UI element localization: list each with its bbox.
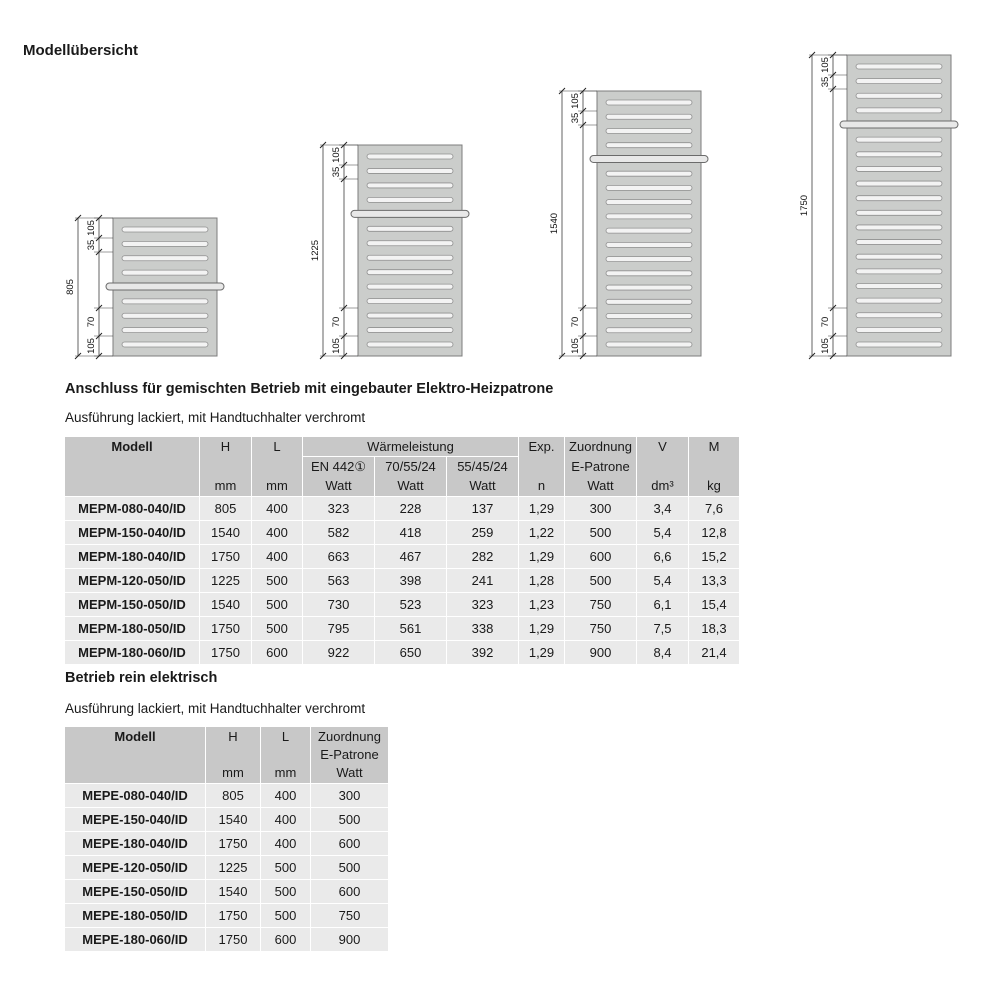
svg-text:70: 70 [820,316,831,328]
value-cell: 21,4 [689,641,739,664]
value-cell: 1,29 [519,617,564,640]
value-cell: 1,28 [519,569,564,592]
value-cell: 392 [447,641,518,664]
svg-text:105: 105 [820,57,831,73]
value-cell: 13,3 [689,569,739,592]
value-cell: 400 [261,808,310,831]
value-cell: 323 [303,497,374,520]
col-header-label: L [273,439,281,454]
col-unit-label: Watt [397,478,424,493]
value-cell: 650 [375,641,446,664]
value-cell: 730 [303,593,374,616]
col-header-label: 70/55/24 [385,459,436,474]
svg-text:105: 105 [570,93,581,109]
value-cell: 1,29 [519,641,564,664]
col-unit-label: mm [274,765,297,780]
svg-text:70: 70 [331,316,342,328]
col-header-705524 [375,457,446,496]
value-cell: 600 [311,880,388,903]
value-cell: 12,8 [689,521,739,544]
value-cell: 600 [565,545,636,568]
page-title: Modellübersicht [23,42,139,59]
col-header-exp [519,437,564,496]
value-cell: 750 [565,593,636,616]
value-cell: 241 [447,569,518,592]
value-cell: 1750 [206,904,260,927]
value-cell: 400 [261,832,310,855]
value-cell: 1,29 [519,497,564,520]
value-cell: 1540 [206,880,260,903]
model-cell: MEPM-180-040/ID [65,545,199,568]
value-cell: 228 [375,497,446,520]
col-header-label: Zuordnung [569,439,632,454]
value-cell: 400 [252,521,302,544]
model-cell: MEPE-180-060/ID [65,928,205,951]
svg-text:35: 35 [331,166,342,178]
value-cell: 500 [311,856,388,879]
model-cell: MEPM-180-060/ID [65,641,199,664]
col-unit-label: kg [707,478,721,493]
col-header-en442 [303,457,374,496]
value-cell: 795 [303,617,374,640]
value-cell: 500 [261,904,310,927]
value-cell: 338 [447,617,518,640]
radiator-drawing [785,49,961,362]
value-cell: 582 [303,521,374,544]
value-cell: 600 [252,641,302,664]
svg-text:105: 105 [820,338,831,354]
col-group-label: Wärmeleistung [367,439,454,454]
svg-text:35: 35 [820,76,831,88]
model-cell: MEPM-080-040/ID [65,497,199,520]
col-unit-label: n [537,478,546,493]
col-header-label: Modell [114,729,156,744]
value-cell: 1225 [206,856,260,879]
svg-text:105: 105 [331,338,342,354]
col-header-label: H [228,729,238,744]
radiator-drawing [296,139,472,362]
radiator-diagram-1750 [785,49,961,367]
value-cell: 398 [375,569,446,592]
value-cell: 400 [252,545,302,568]
col-header-label: L [281,729,290,744]
svg-text:70: 70 [570,316,581,328]
value-cell: 1750 [200,641,251,664]
col-unit-label: Watt [469,478,496,493]
value-cell: 922 [303,641,374,664]
value-cell: 805 [206,784,260,807]
value-cell: 500 [565,521,636,544]
value-cell: 1225 [200,569,251,592]
value-cell: 400 [252,497,302,520]
col-header-l [261,727,310,783]
value-cell: 18,3 [689,617,739,640]
mixed-operation-table [65,437,739,664]
col-header-label: M [708,439,720,454]
radiator-drawing [51,212,227,362]
value-cell: 3,4 [637,497,688,520]
value-cell: 1540 [206,808,260,831]
model-cell: MEPE-080-040/ID [65,784,205,807]
col-header-v [637,437,688,496]
col-header-h [206,727,260,783]
model-cell: MEPE-180-050/ID [65,904,205,927]
value-cell: 500 [252,617,302,640]
value-cell: 1,29 [519,545,564,568]
value-cell: 1750 [200,617,251,640]
value-cell: 6,1 [637,593,688,616]
value-cell: 137 [447,497,518,520]
col-header-label: Zuordnung [318,729,381,744]
svg-text:1750: 1750 [799,194,810,217]
col-header-l [252,437,302,496]
model-cell: MEPM-150-040/ID [65,521,199,544]
value-cell: 500 [261,880,310,903]
col-header-h [200,437,251,496]
value-cell: 15,2 [689,545,739,568]
value-cell: 300 [311,784,388,807]
value-cell: 7,5 [637,617,688,640]
value-cell: 418 [375,521,446,544]
model-cell: MEPE-180-040/ID [65,832,205,855]
value-cell: 259 [447,521,518,544]
value-cell: 523 [375,593,446,616]
col-unit-label: mm [266,478,288,493]
value-cell: 900 [565,641,636,664]
value-cell: 563 [303,569,374,592]
value-cell: 663 [303,545,374,568]
value-cell: 600 [261,928,310,951]
value-cell: 600 [311,832,388,855]
col-header-label: E-Patrone [320,747,379,762]
col-header-label: 55/45/24 [457,459,508,474]
col-header-label: E-Patrone [571,458,630,474]
svg-text:105: 105 [86,338,97,354]
model-cell: MEPE-120-050/ID [65,856,205,879]
col-unit-label: Watt [325,478,352,493]
col-header-label: H [220,439,231,454]
col-header-modell [65,437,199,496]
section2-subheading: Ausführung lackiert, mit Handtuchhalter verchromt [65,701,366,716]
svg-text:35: 35 [570,112,581,124]
value-cell: 1540 [200,593,251,616]
svg-text:105: 105 [570,338,581,354]
radiator-diagram-1225 [296,139,472,367]
col-unit-label: Watt [336,765,363,780]
col-header-554524 [447,457,518,496]
col-header-label: EN 442① [310,459,366,474]
model-cell: MEPM-180-050/ID [65,617,199,640]
value-cell: 300 [565,497,636,520]
value-cell: 500 [252,569,302,592]
col-unit-label: Watt [587,478,614,493]
value-cell: 5,4 [637,521,688,544]
model-cell: MEPE-150-050/ID [65,880,205,903]
section1-heading: Anschluss für gemischten Betrieb mit eingebauter Elektro-Heizpatrone [65,381,554,397]
value-cell: 1540 [200,521,251,544]
section2-heading: Betrieb rein elektrisch [65,670,218,686]
value-cell: 500 [311,808,388,831]
col-unit-label: mm [222,765,244,780]
value-cell: 6,6 [637,545,688,568]
value-cell: 7,6 [689,497,739,520]
svg-text:1225: 1225 [310,239,321,262]
radiator-drawing [535,85,711,362]
value-cell: 750 [311,904,388,927]
value-cell: 323 [447,593,518,616]
value-cell: 1750 [206,928,260,951]
svg-text:1540: 1540 [549,212,560,235]
value-cell: 1,23 [519,593,564,616]
value-cell: 400 [261,784,310,807]
svg-text:105: 105 [86,220,97,236]
value-cell: 282 [447,545,518,568]
value-cell: 15,4 [689,593,739,616]
value-cell: 5,4 [637,569,688,592]
value-cell: 750 [565,617,636,640]
value-cell: 500 [261,856,310,879]
radiator-diagram-1540 [535,85,711,367]
value-cell: 561 [375,617,446,640]
model-cell: MEPM-120-050/ID [65,569,199,592]
model-cell: MEPE-150-040/ID [65,808,205,831]
svg-text:805: 805 [65,279,76,295]
svg-text:35: 35 [86,239,97,251]
value-cell: 8,4 [637,641,688,664]
col-header-label: Exp. [528,439,555,454]
col-group-waermeleistung [303,437,518,456]
model-cell: MEPM-150-050/ID [65,593,199,616]
col-header-label: V [658,439,667,454]
svg-text:70: 70 [86,316,97,328]
value-cell: 900 [311,928,388,951]
col-header-zuordnung [311,727,388,783]
value-cell: 805 [200,497,251,520]
value-cell: 500 [565,569,636,592]
col-unit-label: dm³ [651,478,674,493]
col-header-m [689,437,739,496]
value-cell: 500 [252,593,302,616]
svg-text:105: 105 [331,147,342,163]
col-header-zuordnung [565,437,636,496]
value-cell: 1750 [200,545,251,568]
value-cell: 467 [375,545,446,568]
col-header-modell [65,727,205,783]
electric-only-table [65,727,388,951]
radiator-diagram-805 [51,212,227,367]
section1-subheading: Ausführung lackiert, mit Handtuchhalter verchromt [65,410,366,425]
col-header-label: Modell [111,439,153,454]
value-cell: 1,22 [519,521,564,544]
col-unit-label: mm [214,478,237,493]
value-cell: 1750 [206,832,260,855]
